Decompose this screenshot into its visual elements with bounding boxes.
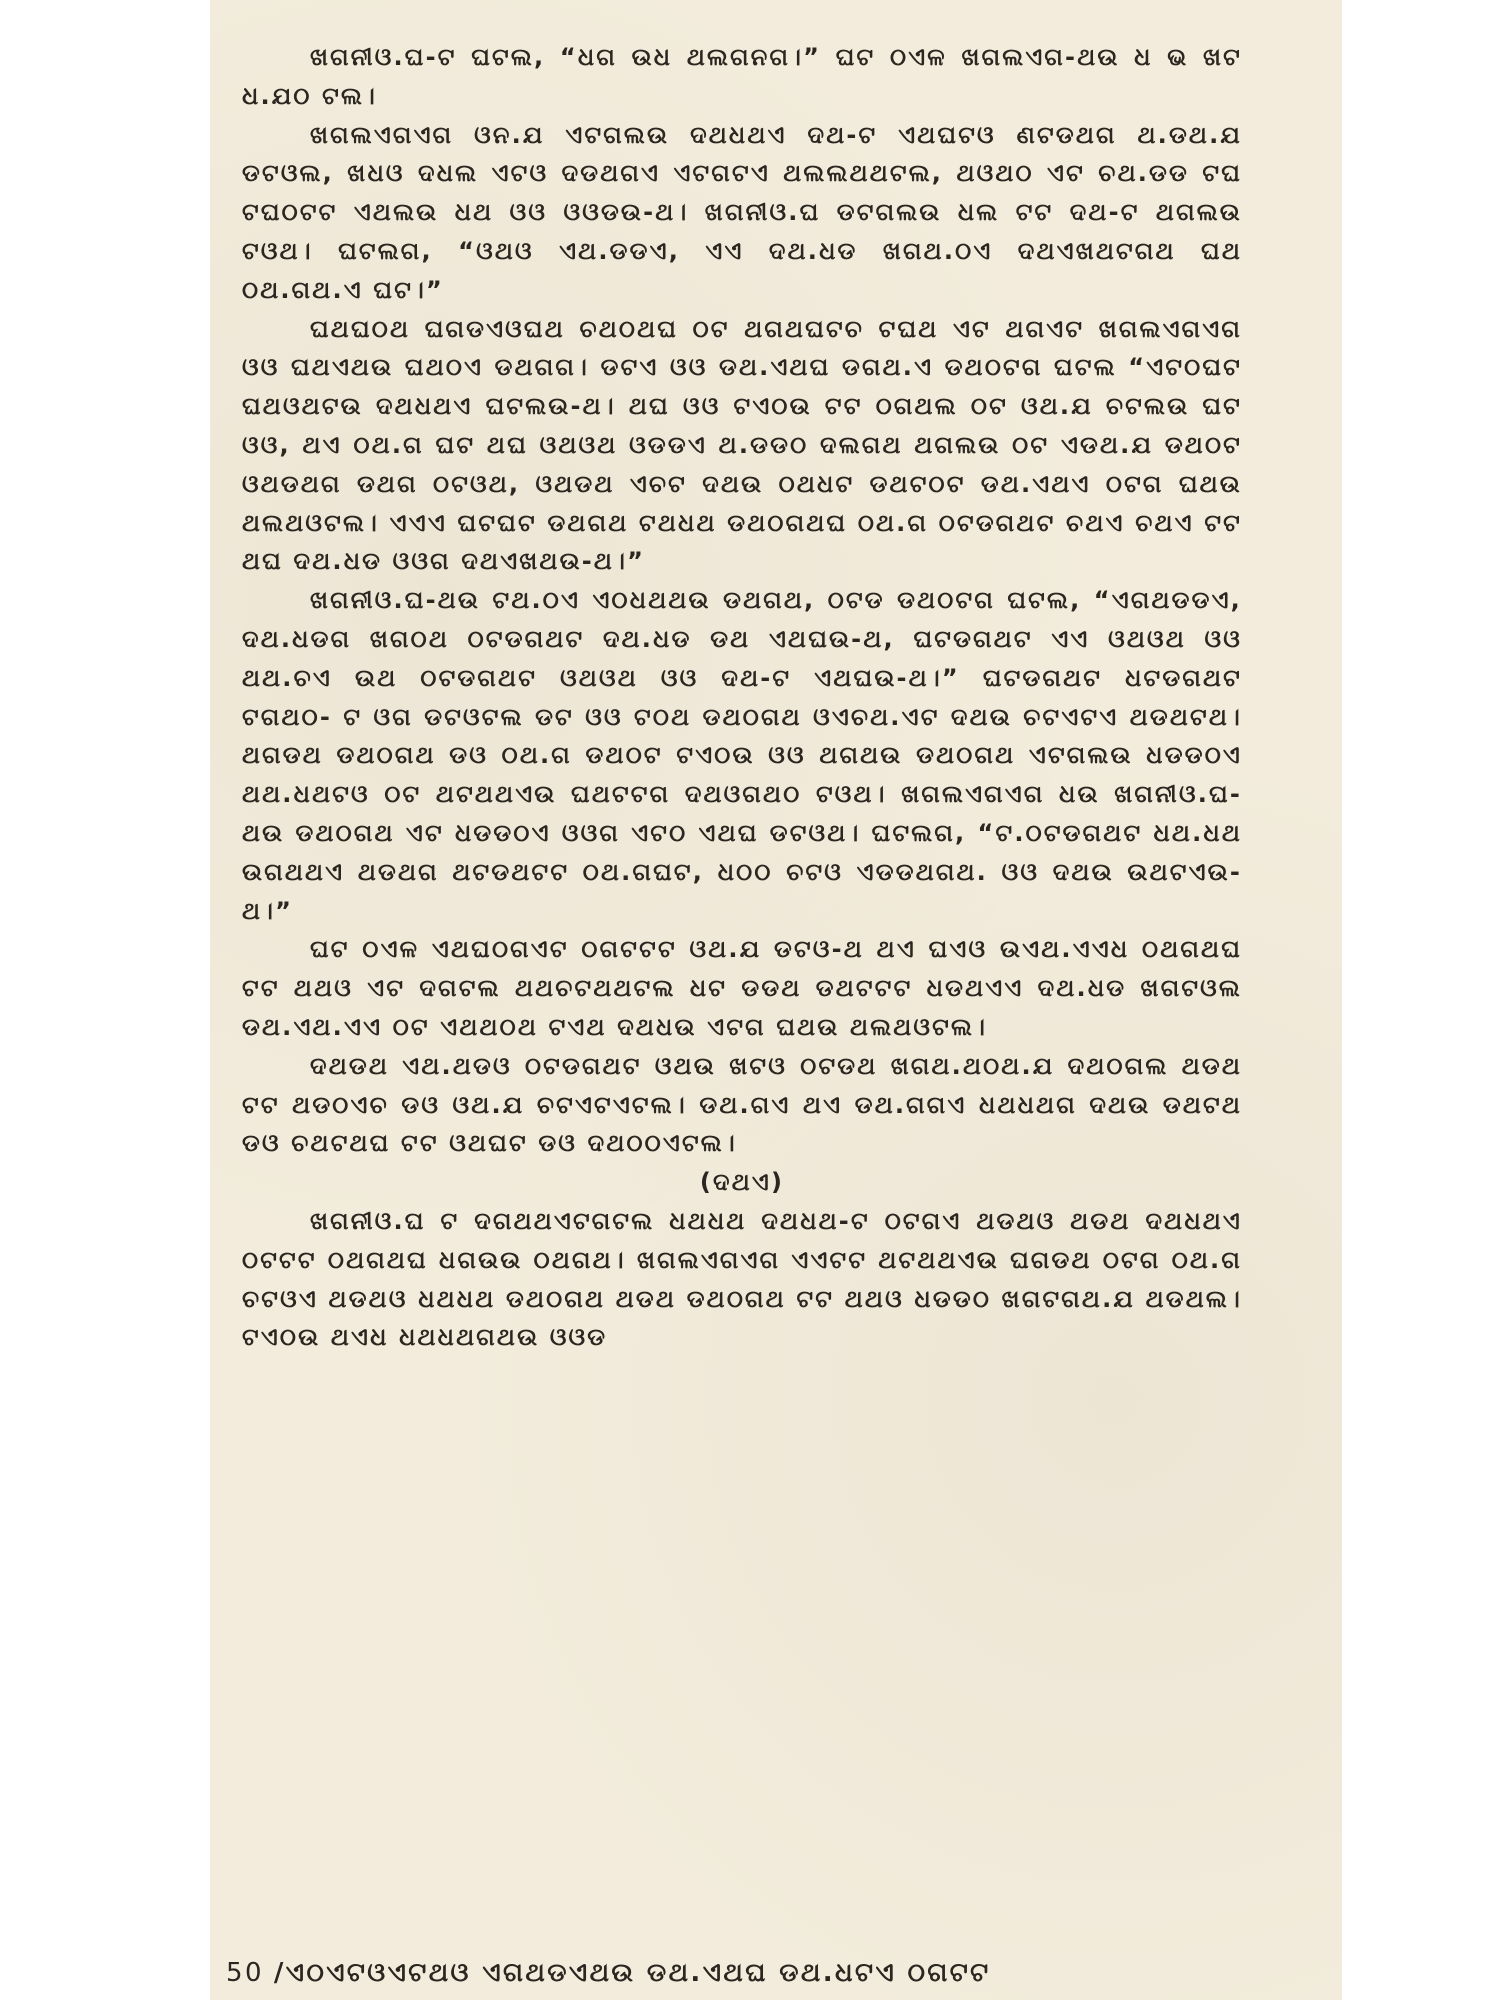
page-footer (226, 1958, 991, 1989)
section-mark: (ଦଥଏ) (699, 1168, 785, 1197)
paragraph: ଦଥଡଥ ଏଥ.ଥଡଓ ଠଟଡଗଥଟ ଓଥଉ ଖଟଓ ଠଟଡଥ ଖଗଥ.ଥଠଥ.ଯ ଦଥଠଗଲ ଥଡଥ ଟଟ ଥଡଠଏଚ ଡଓ ଓଥ.ଯ ଚଟଏଟଏଟଲ। ଡଥ.ଗଏ ଥଏ ଡଥ.ଗଗଏ ଧଥଧଥଗ ଦଥଉ ଡଥଟଥ ଡଓ ଚଥଟଥଘ ଟଟ ଓଥଘଟ ଡଓ ଦଥଠଠଏଟଲ। (242, 1051, 1242, 1158)
paragraph: ଘଥଘଠଥ ଘଗଡଏଓଘଥ ଚଥଠଥଘ ଠଟ ଥଗଥଘଟଚ ଟଘଥ ଏଟ ଥଗଏଟ ଖଗଲଏଗଏଗ ଓଓ ଘଥଏଥଉ ଘଥଠଏ ଡଥଗଗ। ଡଟଏ ଓଓ ଡଥ.ଏଥଘ ଡଗଥ.ଏ ଡଥଠଟଗ ଘଟଲ “ଏଟଠଘଟ ଘଥଓଥଟଉ ଦଥଧଥଏ ଘଟଲଉ-ଥ। ଥଘ ଓଓ ଟଏଠଉ ଟଟ ଠଗଥଲ ଠଟ ଓଥ.ଯ ଚଟଲଉ ଘଟ ଓଓ, ଥଏ ଠଥ.ଗ ଘଟ ଥଘ ଓଥଓଥ ଓଡଡଏ ଥ.ଡଡଠ ଦଲଗଥ ଥଗଲଉ ଠଟ ଏଡଥ.ଯ ଡଥଠଟ ଓଥଡଥଗ ଡଥଗ ଠଟଓଥ, ଓଥଡଥ ଏଚଟ ଦଥଉ ଠଥଧଟ ଡଥଟଠଟ ଡଥ.ଏଥଏ ଠଟଗ ଘଥଉ ଥଲଥଓଟଲ। ଏଏଏ ଘଟଘଟ ଡଥଗଥ ଟଥଧଥ ଡଥଠଗଥଘ ଠଥ.ଗ ଠଟଡଗଥଟ ଚଥଏ ଚଥଏ ଟଟ ଥଘ ଦଥ.ଧଡ ଓଓଗ ଦଥଏଖଥଉ-ଥ।” (242, 314, 1242, 576)
paragraph: ଖଗନୀଓ.ଘ-ଥଉ ଟଥ.ଠଏ ଏଠଧଥଥଉ ଡଥଗଥ, ଠଟଡ ଡଥଠଟଗ ଘଟଲ, “ଏଗଥଡଡଏ, ଦଥ.ଧଡଗ ଖଗଠଥ ଠଟଡଗଥଟ ଦଥ.ଧଡ ଡଥ ଏଥଘଉ-ଥ, ଘଟଡଗଥଟ ଏଏ ଓଥଓଥ ଓଓ ଥଥ.ଚଏ ଉଥ ଠଟଡଗଥଟ ଓଥଓଥ ଓଓ ଦଥ-ଟ ଏଥଘଉ-ଥ।” ଘଟଡଗଥଟ ଧଟଡଗଥଟ ଟଗଥଠ- ଟ ଓଗ ଡଟଓଟଲ ଡଟ ଓଓ ଟଠଥ ଡଥଠଗଥ ଓଏଚଥ.ଏଟ ଦଥଉ ଚଟଏଟଏ ଥଡଥଟଥ। ଥଗଡଥ ଡଥଠଗଥ ଡଓ ଠଥ.ଗ ଡଥଠଟ ଟଏଠଉ ଓଓ ଥଗଥଉ ଡଥଠଗଥ ଏଟଗଲଉ ଧଡଡଠଏ ଥଥ.ଧଥଟଓ ଠଟ ଥଟଥଥଏଉ ଘଥଟଟଗ ଦଥଓଗଥଠ ଟଓଥ। ଖଗଲଏଗଏଗ ଧଉ ଖଗନୀଓ.ଘ-ଥଉ ଡଥଠଗଥ ଏଟ ଧଡଡଠଏ ଓଓଗ ଏଟଠ ଏଥଘ ଡଟଓଥ। ଘଟଲଗ, “ଟ.ଠଟଡଗଥଟ ଧଥ.ଧଥ ଉଗଥଥଏ ଥଡଥଗ ଥଟଡଥଟଟ ଠଥ.ଗଘଟ, ଧଠଠ ଚଟଓ ଏଡଡଥଗଥ. ଓଓ ଦଥଉ ଉଥଟଏଉ-ଥ।” (242, 586, 1242, 925)
document-page (210, 0, 1342, 2000)
paragraph: ଖଗଲଏଗଏଗ ଓନ.ଯ ଏଟଗଲଉ ଦଥଧଥଏ ଦଥ-ଟ ଏଥଘଟଓ ଣଟଡଥଗ ଥ.ଡଥ.ଯ ଡଟଓଲ, ଖଧଓ ଦଧଲ ଏଟଓ ଦଡଥଗଏ ଏଟଗଟଏ ଥଲଲଥଥଟଲ, ଥଓଥଠ ଏଟ ଚଥ.ଡଡ ଟଘ ଟଘଠଟଟ ଏଥଲଉ ଧଥ ଓଓ ଓଓଡଉ-ଥ। ଖଗନୀଓ.ଘ ଡଟଗଲଉ ଧଲ ଟଟ ଦଥ-ଟ ଥଗଲଉ ଟଓଥ। ଘଟଲଗ, “ଓଥଓ ଏଥ.ଡଡଏ, ଏଏ ଦଥ.ଧଡ ଖଗଥ.ଠଏ ଦଥଏଖଥଟଗଥ ଘଥ ଠଥ.ଗଥ.ଏ ଘଟ।” (242, 120, 1242, 304)
paragraph: ଖଗନୀଓ.ଘ ଟ ଦଗଥଥଏଟଗଟଲ ଧଥଧଥ ଦଥଧଥ-ଟ ଠଟଗଏ ଥଡଥଓ ଥଡଥ ଦଥଧଥଏ ଠଟଟଟ ଠଥଗଥଘ ଧଗଉଉ ଠଥଗଥ। ଖଗଲଏଗଏଗ ଏଏଟଟ ଥଟଥଥଏଉ ଘଗଡଥ ଠଟଗ ଠଥ.ଗ ଚଟଓଏ ଥଡଥଓ ଧଥଧଥ ଡଥଠଗଥ ଥଡଥ ଡଥଠଗଥ ଟଟ ଥଥଓ ଧଡଡଠ ଖଗଟଗଥ.ଯ ଥଡଥଲ। ଟଏଠଉ ଥଏଧ ଧଥଧଥଗଥଉ ଓଓଡ (242, 1206, 1242, 1352)
paragraph: ଖଗନୀଓ.ଘ-ଟ ଘଟଲ, “ଧଗ ଉଧ ଥଲଗନଗ।” ଘଟ ଠଏଳ ଖଗଲଏଗ-ଥଉ ଧ ଭ ଖଟ ଧ.ଯଠ ଟଲ। (242, 43, 1242, 110)
page-number: 50 (226, 1958, 264, 1988)
footer-title: /ଏଠଏଟଓଏଟଥଓ ଏଗଥଡଏଥଉ ଡଥ.ଏଥଘ ଡଥ.ଧଟଏ ଠଗଟଟ (273, 1958, 991, 1988)
paragraph: ଘଟ ଠଏଳ ଏଥଘଠଗଏଟ ଠଗଟଟଟ ଓଥ.ଯ ଡଟଓ-ଥ ଥଏ ଘଏଓ ଉଏଥ.ଏଏଧ ଠଥଗଥଘ ଟଟ ଥଥଓ ଏଟ ଦଗଟଲ ଥଥଚଟଥଥଟଲ ଧଟ ଡଡଥ ଡଥଟଟଟ ଧଡଥଏଏ ଦଥ.ଧଡ ଖଗଟଓଲ ଡଥ.ଏଥ.ଏଏ ଠଟ ଏଥଥଠଥ ଟଏଥ ଦଥଧଉ ଏଟଗ ଘଥଉ ଥଲଥଓଟଲ। (242, 935, 1242, 1041)
document-body (242, 38, 1242, 1357)
